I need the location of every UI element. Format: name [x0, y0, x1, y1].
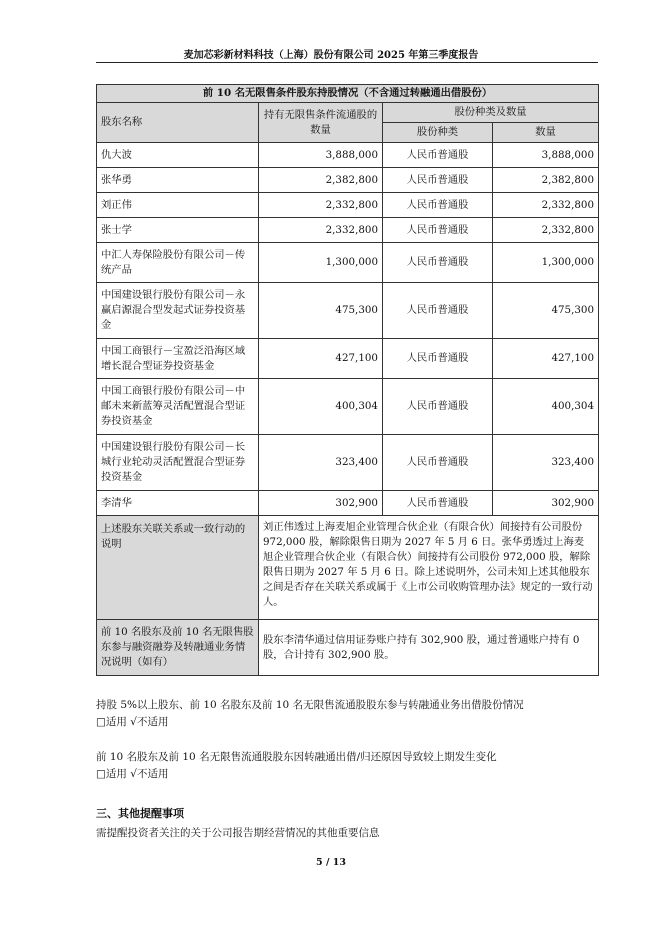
holder-qty: 2,332,800 — [259, 193, 383, 218]
lending-change-options: □适用 √不适用 — [96, 768, 169, 780]
margin-trading-label: 前 10 名股东及前 10 名无限售股东参与融资融券及转融通业务情况说明（如有） — [97, 620, 259, 676]
holder-name: 中汇人寿保险股份有限公司－传统产品 — [97, 243, 259, 283]
holder-share-type: 人民币普通股 — [383, 243, 493, 283]
table-row — [97, 491, 599, 516]
holder-qty: 1,300,000 — [259, 243, 383, 283]
col-header-qty: 持有无限售条件流通股的数量 — [259, 103, 383, 143]
related-party-label: 上述股东关联关系或一致行动的说明 — [97, 516, 259, 620]
holder-share-type: 人民币普通股 — [383, 168, 493, 193]
holder-share-type: 人民币普通股 — [383, 218, 493, 243]
related-party-row — [97, 516, 599, 620]
table-row — [97, 143, 599, 168]
holder-count: 1,300,000 — [493, 243, 599, 283]
other-reminders-text: 需提醒投资者关注的关于公司报告期经营情况的其他重要信息 — [96, 827, 380, 839]
holder-name: 张士学 — [97, 218, 259, 243]
header-divider — [96, 62, 598, 63]
shareholders-table — [96, 84, 599, 676]
lending-disclosure-text: 持股 5%以上股东、前 10 名股东及前 10 名无限售流通股股东参与转融通业务出借股份情况 — [96, 699, 524, 711]
holder-count: 302,900 — [493, 491, 599, 516]
holder-count: 2,332,800 — [493, 218, 599, 243]
table-title: 前 10 名无限售条件股东持股情况（不含通过转融通出借股份） — [97, 85, 599, 103]
lending-disclosure-options: □适用 √不适用 — [96, 716, 169, 728]
holder-qty: 400,304 — [259, 379, 383, 435]
table-row — [97, 435, 599, 491]
holder-qty: 2,332,800 — [259, 218, 383, 243]
holder-count: 2,332,800 — [493, 193, 599, 218]
section-title-other-reminders: 三、其他提醒事项 — [96, 807, 184, 820]
holder-count: 475,300 — [493, 283, 599, 339]
holder-qty: 475,300 — [259, 283, 383, 339]
col-header-count: 数量 — [493, 123, 599, 143]
table-row — [97, 339, 599, 379]
table-row — [97, 218, 599, 243]
holder-name: 仇大波 — [97, 143, 259, 168]
holder-count: 400,304 — [493, 379, 599, 435]
table-row — [97, 193, 599, 218]
holder-share-type: 人民币普通股 — [383, 435, 493, 491]
related-party-text: 刘正伟透过上海麦旭企业管理合伙企业（有限合伙）间接持有公司股份 972,000 股，解除限售日期为 2027 年 5 月 6 日。张华勇透过上海麦旭企业管理合伙企业（有限合伙）间接持有公司股份 972,000 股，解除限售日期为 2027 年 5 月 6 日。除上述说明外，公司未知上述其他股东之间是否存在关联关系或属于《上市公司收购管理办法》规定的一致行动人。 — [259, 516, 599, 620]
holder-qty: 2,382,800 — [259, 168, 383, 193]
margin-trading-row — [97, 620, 599, 676]
holder-name: 李清华 — [97, 491, 259, 516]
holder-name: 中国工商银行股份有限公司－中邮未来新蓝筹灵活配置混合型证券投资基金 — [97, 379, 259, 435]
holder-name: 张华勇 — [97, 168, 259, 193]
table-row — [97, 283, 599, 339]
holder-name: 中国建设银行股份有限公司－长城行业轮动灵活配置混合型证券投资基金 — [97, 435, 259, 491]
holder-count: 323,400 — [493, 435, 599, 491]
holder-share-type: 人民币普通股 — [383, 193, 493, 218]
holder-qty: 323,400 — [259, 435, 383, 491]
holder-share-type: 人民币普通股 — [383, 283, 493, 339]
margin-trading-text: 股东李清华通过信用证券账户持有 302,900 股，通过普通账户持有 0 股，合计持有 302,900 股。 — [259, 620, 599, 676]
holder-share-type: 人民币普通股 — [383, 339, 493, 379]
holder-name: 刘正伟 — [97, 193, 259, 218]
holder-qty: 3,888,000 — [259, 143, 383, 168]
holder-qty: 427,100 — [259, 339, 383, 379]
holder-count: 2,382,800 — [493, 168, 599, 193]
holder-name: 中国工商银行－宝盈泛沿海区域增长混合型证券投资基金 — [97, 339, 259, 379]
col-header-name: 股东名称 — [97, 103, 259, 143]
table-row — [97, 168, 599, 193]
holder-share-type: 人民币普通股 — [383, 379, 493, 435]
holder-count: 3,888,000 — [493, 143, 599, 168]
holder-count: 427,100 — [493, 339, 599, 379]
table-row — [97, 379, 599, 435]
col-header-type-group: 股份种类及数量 — [383, 103, 599, 123]
holder-share-type: 人民币普通股 — [383, 143, 493, 168]
holder-name: 中国建设银行股份有限公司－永赢启源混合型发起式证券投资基金 — [97, 283, 259, 339]
holder-qty: 302,900 — [259, 491, 383, 516]
page-number: 5 / 13 — [316, 857, 346, 868]
page-header: 麦加芯彩新材料科技（上海）股份有限公司 2025 年第三季度报告 — [183, 50, 479, 61]
lending-change-text: 前 10 名股东及前 10 名无限售流通股股东因转融通出借/归还原因导致较上期发生变化 — [96, 751, 497, 763]
col-header-type: 股份种类 — [383, 123, 493, 143]
holder-share-type: 人民币普通股 — [383, 491, 493, 516]
table-row — [97, 243, 599, 283]
